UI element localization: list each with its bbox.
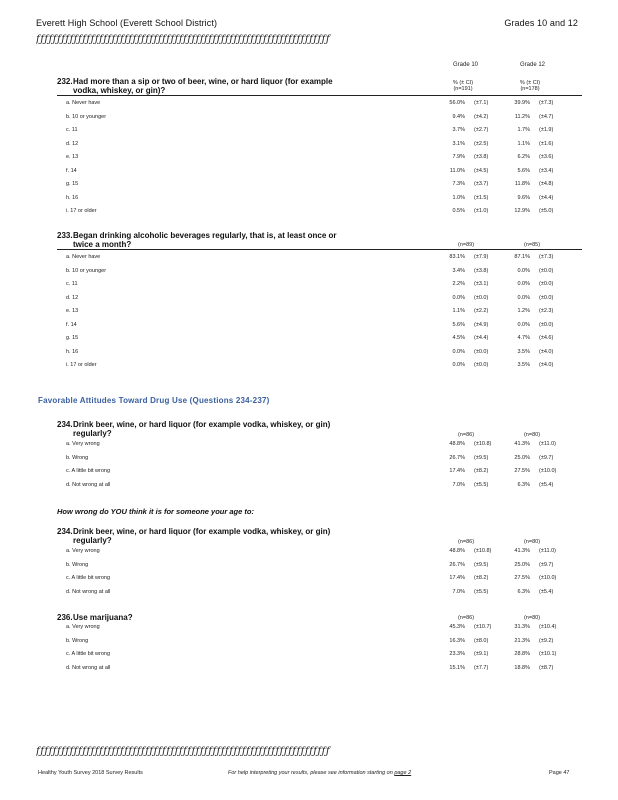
grade12-ci: (±10.4) xyxy=(539,624,557,630)
grade12-ci: (±0.0) xyxy=(539,294,554,301)
grade12-ci: (±0.0) xyxy=(539,281,554,287)
answer-label: i. 17 or older xyxy=(66,208,97,214)
q233-grade12-n: (n=85) xyxy=(523,242,541,248)
grade10-percent: 7.3% xyxy=(452,181,465,187)
grade10-percent: 4.5% xyxy=(452,335,465,341)
answer-label: a. Very wrong xyxy=(66,441,100,447)
q232-rule xyxy=(57,95,582,96)
table-row xyxy=(57,480,582,489)
answer-label: e. 13 xyxy=(66,154,79,160)
grade10-percent: 17.4% xyxy=(449,575,465,581)
grade12-ci: (±11.0) xyxy=(539,548,556,554)
q234b-grade10-n: (n=86) xyxy=(457,539,475,545)
grade12-percent: 0.0% xyxy=(517,321,530,328)
grade12-ci: (±10.0) xyxy=(539,575,557,581)
q234a-grade10-n: (n=86) xyxy=(457,432,475,438)
footer-page-number: Page 47 xyxy=(549,770,570,776)
grade12-percent: 3.5% xyxy=(517,362,530,368)
answer-label: d. Not wrong at all xyxy=(66,481,111,488)
grade10-ci: (±1.5) xyxy=(474,194,489,201)
table-row xyxy=(57,193,582,202)
grade12-ci: (±7.3) xyxy=(539,100,554,106)
q234b-grade12-n: (n=80) xyxy=(523,539,541,545)
q236-grade10-n: (n=86) xyxy=(457,615,475,621)
grade12-ci: (±0.0) xyxy=(539,321,554,328)
grade10-percent: 0.0% xyxy=(452,362,465,368)
grade12-percent: 4.7% xyxy=(517,335,530,341)
question-233-title: 233.Began drinking alcoholic beverages regularly, that is, at least once or twice a month? xyxy=(57,231,337,249)
table-row xyxy=(57,112,582,121)
footer-divider: ƒƒƒƒƒƒƒƒƒƒƒƒƒƒƒƒƒƒƒƒƒƒƒƒƒƒƒƒƒƒƒƒƒƒƒƒƒƒƒƒƒƒƒƒƒƒƒƒƒƒƒƒƒƒƒƒƒƒƒƒƒƒƒƒƒƒƒƒƒƒ xyxy=(36,746,331,757)
q233-grade10-n: (n=89) xyxy=(457,242,475,248)
grade10-ci: (±4.9) xyxy=(474,321,489,328)
sub-title: How wrong do YOU think it is for someone your age to: xyxy=(57,507,254,516)
grade12-ci: (±10.1) xyxy=(539,651,557,657)
grade10-ci: (±8.2) xyxy=(474,575,489,581)
table-row xyxy=(57,546,582,555)
grade10-ci: (±10.8) xyxy=(474,441,492,447)
grade12-percent: 25.0% xyxy=(514,561,530,568)
answer-label: a. Very wrong xyxy=(66,548,100,554)
grade10-percent: 48.8% xyxy=(449,441,465,447)
grade10-percent: 5.6% xyxy=(452,321,465,328)
answer-label: f. 14 xyxy=(66,321,77,328)
grade12-percent: 12.9% xyxy=(514,208,530,214)
answer-label: d. Not wrong at all xyxy=(66,664,111,671)
grade12-percent: 6.2% xyxy=(517,154,530,160)
table-row xyxy=(57,649,582,658)
q234a-grade12-n: (n=80) xyxy=(523,432,541,438)
footer-page-link[interactable]: page 2 xyxy=(394,770,412,776)
table-row xyxy=(57,252,582,261)
grade12-ci: (±11.0) xyxy=(539,441,556,447)
table-row xyxy=(57,573,582,582)
grade12-percent: 21.3% xyxy=(514,637,530,644)
column-header-grade10: Grade 10 xyxy=(453,62,479,68)
grade12-ci: (±7.3) xyxy=(539,254,554,260)
answer-label: b. 10 or younger xyxy=(66,267,107,274)
answer-label: c. 11 xyxy=(66,281,78,287)
grade12-ci: (±4.0) xyxy=(539,348,554,355)
answer-label: d. 12 xyxy=(66,140,79,147)
grade12-percent: 0.0% xyxy=(517,267,530,274)
grade10-percent: 17.4% xyxy=(449,468,465,474)
grade10-ci: (±3.7) xyxy=(474,181,489,187)
grade10-percent: 0.0% xyxy=(452,348,465,355)
answer-label: c. A little bit wrong xyxy=(66,468,111,474)
grade10-ci: (±5.5) xyxy=(474,481,489,488)
grade12-ci: (±3.6) xyxy=(539,154,554,160)
table-row xyxy=(57,152,582,161)
q233-rule xyxy=(57,249,582,250)
table-row xyxy=(57,166,582,175)
grade12-ci: (±3.4) xyxy=(539,167,554,174)
question-232-title: 232.Had more than a sip or two of beer, wine, or hard liquor (for example vodka, whiskey, or gin)? xyxy=(57,77,333,95)
question-number: 234. xyxy=(57,420,73,429)
grade10-percent: 26.7% xyxy=(449,561,465,568)
grade10-percent: 15.1% xyxy=(449,664,465,671)
grade10-ci: (±10.8) xyxy=(474,548,492,554)
grade12-ci: (±0.0) xyxy=(539,267,554,274)
grade12-ci: (±4.0) xyxy=(539,362,554,368)
grade10-ci: (±8.0) xyxy=(474,637,489,644)
table-row xyxy=(57,206,582,215)
grade10-ci: (±3.8) xyxy=(474,267,489,274)
grade12-ci: (±8.7) xyxy=(539,664,554,671)
grade10-percent: 16.3% xyxy=(449,637,465,644)
header-school: Everett High School (Everett School District) xyxy=(36,18,218,28)
grade10-ci: (±7.1) xyxy=(474,100,489,106)
q232-grade10-n: % (± CI) (n=191) xyxy=(452,80,474,92)
answer-label: a. Very wrong xyxy=(66,624,100,630)
grade10-percent: 48.8% xyxy=(449,548,465,554)
table-row xyxy=(57,266,582,275)
table-row xyxy=(57,622,582,631)
answer-label: c. 11 xyxy=(66,127,78,133)
grade12-ci: (±1.9) xyxy=(539,127,554,133)
grade10-percent: 11.0% xyxy=(449,167,465,174)
grade10-percent: 9.4% xyxy=(452,113,465,120)
grade10-percent: 0.5% xyxy=(452,208,465,214)
question-234a-title: 234.Drink beer, wine, or hard liquor (for example vodka, whiskey, or gin) regularly? xyxy=(57,420,331,438)
grade12-percent: 1.7% xyxy=(517,127,530,133)
grade10-percent: 7.0% xyxy=(452,481,465,488)
grade12-percent: 11.8% xyxy=(514,181,530,187)
grade12-ci: (±5.4) xyxy=(539,588,554,595)
table-row xyxy=(57,439,582,448)
grade12-percent: 31.3% xyxy=(514,624,530,630)
grade10-ci: (±2.2) xyxy=(474,308,489,314)
table-row xyxy=(57,333,582,342)
header-divider: ƒƒƒƒƒƒƒƒƒƒƒƒƒƒƒƒƒƒƒƒƒƒƒƒƒƒƒƒƒƒƒƒƒƒƒƒƒƒƒƒƒƒƒƒƒƒƒƒƒƒƒƒƒƒƒƒƒƒƒƒƒƒƒƒƒƒƒƒƒƒ xyxy=(36,34,331,45)
grade12-percent: 1.2% xyxy=(517,308,530,314)
footer-survey: Healthy Youth Survey 2018 Survey Results xyxy=(38,770,143,776)
grade12-percent: 28.8% xyxy=(514,651,530,657)
answer-label: a. Never have xyxy=(66,254,101,260)
table-row xyxy=(57,360,582,369)
table-row xyxy=(57,179,582,188)
grade12-percent: 87.1% xyxy=(514,254,530,260)
grade10-percent: 0.0% xyxy=(452,294,465,301)
table-row xyxy=(57,320,582,329)
table-row xyxy=(57,293,582,302)
answer-label: h. 16 xyxy=(66,348,79,355)
grade10-percent: 3.1% xyxy=(452,140,465,147)
grade10-ci: (±9.5) xyxy=(474,454,489,461)
grade10-ci: (±3.1) xyxy=(474,281,489,287)
answer-label: g. 15 xyxy=(66,335,79,341)
table-row xyxy=(57,98,582,107)
grade10-ci: (±7.9) xyxy=(474,254,489,260)
grade10-ci: (±7.7) xyxy=(474,664,489,671)
grade12-ci: (±5.0) xyxy=(539,208,554,214)
question-236-title: 236.Use marijuana? xyxy=(57,613,133,622)
answer-label: f. 14 xyxy=(66,167,77,174)
grade12-ci: (±9.7) xyxy=(539,454,554,461)
grade12-percent: 5.6% xyxy=(517,167,530,174)
answer-label: b. Wrong xyxy=(66,561,89,568)
grade12-ci: (±4.4) xyxy=(539,194,554,201)
table-row xyxy=(57,347,582,356)
grade10-percent: 56.0% xyxy=(449,100,465,106)
table-row xyxy=(57,636,582,645)
grade10-percent: 45.3% xyxy=(449,624,465,630)
grade12-percent: 0.0% xyxy=(517,281,530,287)
grade10-percent: 83.1% xyxy=(449,254,465,260)
grade12-percent: 3.5% xyxy=(517,348,530,355)
table-row xyxy=(57,279,582,288)
grade12-percent: 6.3% xyxy=(517,588,530,595)
answer-label: b. Wrong xyxy=(66,454,89,461)
grade12-percent: 27.5% xyxy=(514,468,530,474)
grade12-percent: 39.9% xyxy=(514,100,530,106)
answer-label: g. 15 xyxy=(66,181,79,187)
grade12-ci: (±9.7) xyxy=(539,561,554,568)
grade12-percent: 41.3% xyxy=(514,548,530,554)
grade10-percent: 7.9% xyxy=(452,154,465,160)
grade10-ci: (±0.0) xyxy=(474,348,489,355)
section-title: Favorable Attitudes Toward Drug Use (Questions 234-237) xyxy=(38,396,270,405)
answer-label: c. A little bit wrong xyxy=(66,575,111,581)
grade12-percent: 18.8% xyxy=(514,664,530,671)
table-row xyxy=(57,125,582,134)
header-grades: Grades 10 and 12 xyxy=(504,18,578,28)
grade10-ci: (±4.2) xyxy=(474,113,489,120)
grade10-percent: 2.2% xyxy=(452,281,465,287)
answer-label: a. Never have xyxy=(66,100,101,106)
grade12-ci: (±9.2) xyxy=(539,637,554,644)
table-row xyxy=(57,587,582,596)
grade10-ci: (±10.7) xyxy=(474,624,492,630)
q232-grade12-n: % (± CI) (n=178) xyxy=(519,80,541,92)
footer-help: For help interpreting your results, please see information starting on page 2 xyxy=(228,770,412,776)
answer-label: i. 17 or older xyxy=(66,362,97,368)
question-number: 232. xyxy=(57,77,73,86)
answer-label: b. Wrong xyxy=(66,637,89,644)
grade10-percent: 26.7% xyxy=(449,454,465,461)
grade10-ci: (±2.7) xyxy=(474,127,489,133)
grade12-ci: (±2.3) xyxy=(539,308,554,314)
grade10-percent: 3.4% xyxy=(452,267,465,274)
grade10-ci: (±1.0) xyxy=(474,208,489,214)
grade12-percent: 25.0% xyxy=(514,454,530,461)
question-number: 234. xyxy=(57,527,73,536)
table-row xyxy=(57,663,582,672)
table-row xyxy=(57,466,582,475)
grade12-ci: (±1.6) xyxy=(539,140,554,147)
answer-label: b. 10 or younger xyxy=(66,113,107,120)
q236-grade12-n: (n=80) xyxy=(523,615,541,621)
grade12-percent: 9.6% xyxy=(517,194,530,201)
question-number: 233. xyxy=(57,231,73,240)
table-row xyxy=(57,306,582,315)
grade10-percent: 1.1% xyxy=(452,308,465,314)
answer-label: c. A little bit wrong xyxy=(66,651,111,657)
grade10-ci: (±0.0) xyxy=(474,294,489,301)
grade10-percent: 1.0% xyxy=(452,194,465,201)
grade12-ci: (±4.7) xyxy=(539,113,554,120)
grade10-percent: 7.0% xyxy=(452,588,465,595)
grade12-percent: 41.3% xyxy=(514,441,530,447)
grade12-ci: (±4.8) xyxy=(539,181,554,187)
grade10-percent: 23.3% xyxy=(449,651,465,657)
grade10-ci: (±9.5) xyxy=(474,561,489,568)
grade10-ci: (±9.1) xyxy=(474,651,489,657)
table-row xyxy=(57,560,582,569)
grade10-ci: (±2.5) xyxy=(474,140,489,147)
grade12-ci: (±4.6) xyxy=(539,335,554,341)
answer-label: d. Not wrong at all xyxy=(66,588,111,595)
grade10-ci: (±8.2) xyxy=(474,468,489,474)
grade12-percent: 11.2% xyxy=(514,113,530,120)
table-row xyxy=(57,139,582,148)
question-number: 236. xyxy=(57,613,73,622)
table-row xyxy=(57,453,582,462)
grade10-ci: (±5.5) xyxy=(474,588,489,595)
grade10-ci: (±4.5) xyxy=(474,167,489,174)
grade12-percent: 6.3% xyxy=(517,481,530,488)
grade12-ci: (±5.4) xyxy=(539,481,554,488)
grade10-ci: (±3.8) xyxy=(474,154,489,160)
answer-label: d. 12 xyxy=(66,294,79,301)
grade12-percent: 27.5% xyxy=(514,575,530,581)
grade10-ci: (±4.4) xyxy=(474,335,489,341)
answer-label: e. 13 xyxy=(66,308,79,314)
grade12-percent: 1.1% xyxy=(517,140,530,147)
grade12-percent: 0.0% xyxy=(517,294,530,301)
grade12-ci: (±10.0) xyxy=(539,468,557,474)
grade10-percent: 3.7% xyxy=(452,127,465,133)
answer-label: h. 16 xyxy=(66,194,79,201)
question-234b-title: 234.Drink beer, wine, or hard liquor (for example vodka, whiskey, or gin) regularly? xyxy=(57,527,331,545)
column-header-grade12: Grade 12 xyxy=(520,62,546,68)
grade10-ci: (±0.0) xyxy=(474,362,489,368)
